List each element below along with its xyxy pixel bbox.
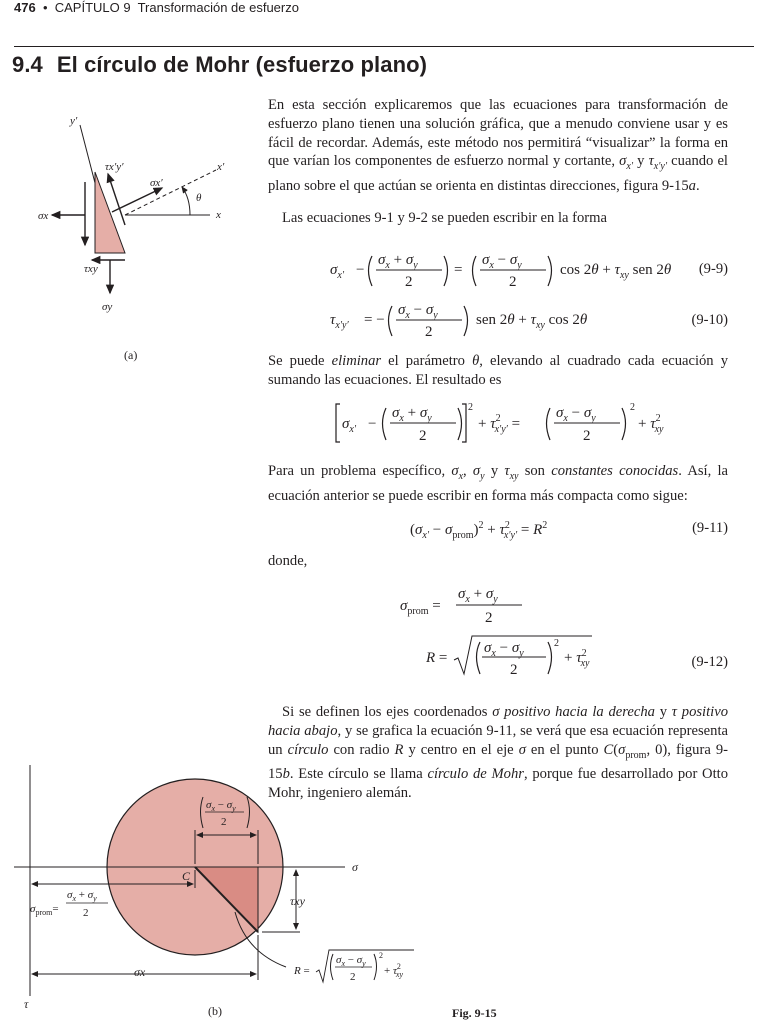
x-prime-axis — [125, 170, 216, 215]
equation-9-10 — [330, 296, 630, 351]
equation-9-10-svg — [330, 296, 630, 346]
svg-text:+ τ2xy: + $\tau^2$ xy — [564, 648, 590, 669]
svg-text:σx − σy: $\sigma_x - \sigma_y$ — [336, 954, 366, 968]
label-sigma-x: σx — [134, 965, 146, 979]
label-x-prime: x′ — [217, 161, 225, 173]
paragraph-intro: En esta sección explicaremos que las ecuaciones para transformación de esfuerzo plano tienen una solución gráfica, que a menudo conviene usar y es fácil de recordar. Además, este método nos permitirá “visualizar” la forma en que varían los componentes de esfuerzo normal y cortante, $\sigma_{x'}$ y $\tau_{x'y'}$ cuando el plano sobre el que actúan se orienta en distintas direcciones, figura 9-15a. — [268, 97, 728, 195]
svg-text:R =: R = — [426, 650, 448, 666]
label-tau-xy: τxy — [290, 894, 305, 908]
svg-text:−: − — [356, 262, 365, 278]
svg-text:σx − σy: $\sigma_x - \sigma_y$ — [482, 252, 522, 271]
svg-text:2: 2 — [350, 971, 356, 983]
figure-b-caption: (b) — [208, 1004, 222, 1018]
running-head — [14, 0, 299, 15]
svg-text:(σx′ − σprom)2 + τ2x′y′ = R2: $(\sigma_{x'} - \sigma_{prom})^2 + \tau^2$ $x'y' = R^2$ — [410, 520, 548, 541]
svg-text:R =: R = — [294, 965, 310, 977]
svg-text:2: 2 — [379, 951, 383, 960]
equation-9-9 — [330, 244, 680, 301]
equation-9-10-number: (9-10) — [691, 312, 728, 328]
chapter-label: CAPÍTULO 9 — [54, 0, 131, 15]
svg-text:= −: = − — [364, 312, 385, 328]
figure-caption: Fig. 9-15 — [452, 1006, 497, 1020]
equation-squared — [334, 396, 674, 457]
label-theta: θ — [196, 192, 202, 204]
svg-text:2: 2 — [83, 907, 89, 919]
mohr-circle-figure — [0, 760, 430, 1024]
paragraph-specific-problem: Para un problema específico, $\sigma_x$, $\sigma_y$ y $\tau_{xy}$ son constantes conocidas. Así, la ecuación anterior se puede escribir en forma más compacta como sigue: — [268, 463, 729, 504]
label-sigma-axis: σ — [352, 860, 358, 874]
svg-text:σprom=: $\sigma_{prom}=$ — [30, 903, 59, 917]
section-heading: El círculo de Mohr (esfuerzo plano) — [56, 52, 428, 77]
equation-9-11-number: (9-11) — [692, 520, 728, 536]
equation-9-12-number: (9-12) — [691, 654, 728, 670]
svg-text:σx′: $\sigma_{x'}$ — [342, 416, 357, 435]
svg-text:σx + σy: $\sigma_x + \sigma_y$ — [378, 252, 418, 271]
svg-text:2: 2 — [630, 402, 635, 413]
label-center: C — [182, 869, 191, 883]
svg-text:σx + σy: $\sigma_x + \sigma_y$ — [392, 405, 432, 424]
svg-text:σx − σy: $\sigma_x - \sigma_y$ — [398, 302, 438, 321]
svg-text:σx − σy: $\sigma_x - \sigma_y$ — [206, 799, 236, 813]
svg-text:+ τ2xy: + $\tau^2$ xy — [638, 413, 664, 435]
sigma-prom-label — [30, 889, 108, 919]
svg-text:τx′y′: $\tau_{x'y'}$ — [330, 312, 349, 331]
section-number: 9.4 — [12, 52, 43, 77]
paragraph-eliminate: Se puede eliminar el parámetro θ, elevando al cuadrado cada ecuación y sumando las ecuaciones. El resultado es — [268, 353, 728, 388]
svg-text:=: = — [454, 262, 463, 278]
svg-text:2: 2 — [425, 324, 433, 340]
equation-9-12 — [426, 632, 606, 687]
svg-text:2: 2 — [221, 816, 227, 828]
svg-text:σx − σy: $\sigma_x - \sigma_y$ — [484, 640, 524, 659]
svg-text:2: 2 — [509, 274, 517, 290]
label-tau-xy: τxy — [84, 263, 98, 275]
page-number: 476 — [14, 0, 36, 15]
svg-text:sen 2θ + τxy cos 2θ: sen $2\theta + \tau_{xy}$ cos 2θ — [476, 312, 588, 331]
radius-label — [293, 950, 414, 983]
section-title — [12, 52, 427, 78]
paragraph-equations-intro: Las ecuaciones 9-1 y 9-2 se pueden escribir en la forma — [282, 210, 607, 226]
svg-text:σx + σy: $\sigma_x + \sigma_y$ — [67, 889, 97, 903]
label-y-prime: y′ — [70, 115, 78, 127]
svg-text:2: 2 — [510, 662, 518, 678]
label-sigma-y: σy — [102, 301, 113, 313]
svg-text:σx − σy: $\sigma_x - \sigma_y$ — [556, 405, 596, 424]
svg-text:cos 2θ + τxy sen 2θ: $\cos 2\theta + \tau_{xy}$ sen 2θ — [560, 262, 672, 281]
svg-text:2: 2 — [468, 402, 473, 413]
header-bullet: • — [42, 0, 48, 15]
figure-a-caption: (a) — [124, 348, 138, 362]
equation-squared-svg — [334, 396, 674, 452]
svg-text:σx + σy: $\sigma_x + \sigma_y$ — [458, 586, 498, 605]
label-sigma-x-prime: σx′ — [150, 177, 163, 189]
svg-text:σprom =: $\sigma_{prom}$ = — [400, 598, 441, 617]
label-x: x — [216, 209, 221, 221]
chapter-title: Transformación de esfuerzo — [137, 0, 299, 15]
label-sigma-x: σx — [38, 210, 49, 222]
svg-text:2: 2 — [485, 610, 493, 626]
theta-arc — [182, 187, 190, 215]
equation-9-9-svg — [330, 244, 680, 296]
header-rule — [14, 46, 754, 47]
paragraph-where: donde, — [268, 553, 308, 569]
svg-text:σx′: $\sigma_{x'}$ — [330, 262, 345, 281]
stress-element-figure — [30, 110, 230, 320]
svg-text:2: 2 — [554, 638, 559, 649]
paragraph-mohr-circle: Si se definen los ejes coordenados σ positivo hacia la derecha y τ positivo hacia abajo, y se grafica la ecuación 9-11, se verá que esa ecuación representa un círculo con radio R y centro en el eje σ en el punto $C(\sigma_{prom}$, 0), figura 9-15b. Este círculo se llama círculo de Mohr, porque fue desarrollado por Otto Mohr, ingeniero alemán. — [268, 704, 728, 802]
svg-text:+ τ2xy: + $\tau^2$ xy — [384, 962, 404, 979]
svg-text:−: − — [368, 416, 377, 432]
equation-9-11-svg — [410, 514, 610, 544]
label-tau-x-prime: τx′y′ — [105, 161, 124, 173]
svg-text:2: 2 — [419, 428, 427, 444]
equation-sigma-prom — [400, 582, 540, 635]
equation-9-9-number: (9-9) — [698, 261, 728, 277]
svg-text:+ τ2x′y′ =: + $\tau^2$ x′y′ = — [478, 413, 521, 435]
equation-9-12-svg — [426, 632, 606, 682]
equation-sigma-prom-svg — [400, 582, 540, 630]
label-tau-axis: τ — [24, 997, 29, 1011]
svg-text:2: 2 — [583, 428, 591, 444]
svg-text:2: 2 — [405, 274, 413, 290]
equation-9-11 — [410, 514, 610, 549]
